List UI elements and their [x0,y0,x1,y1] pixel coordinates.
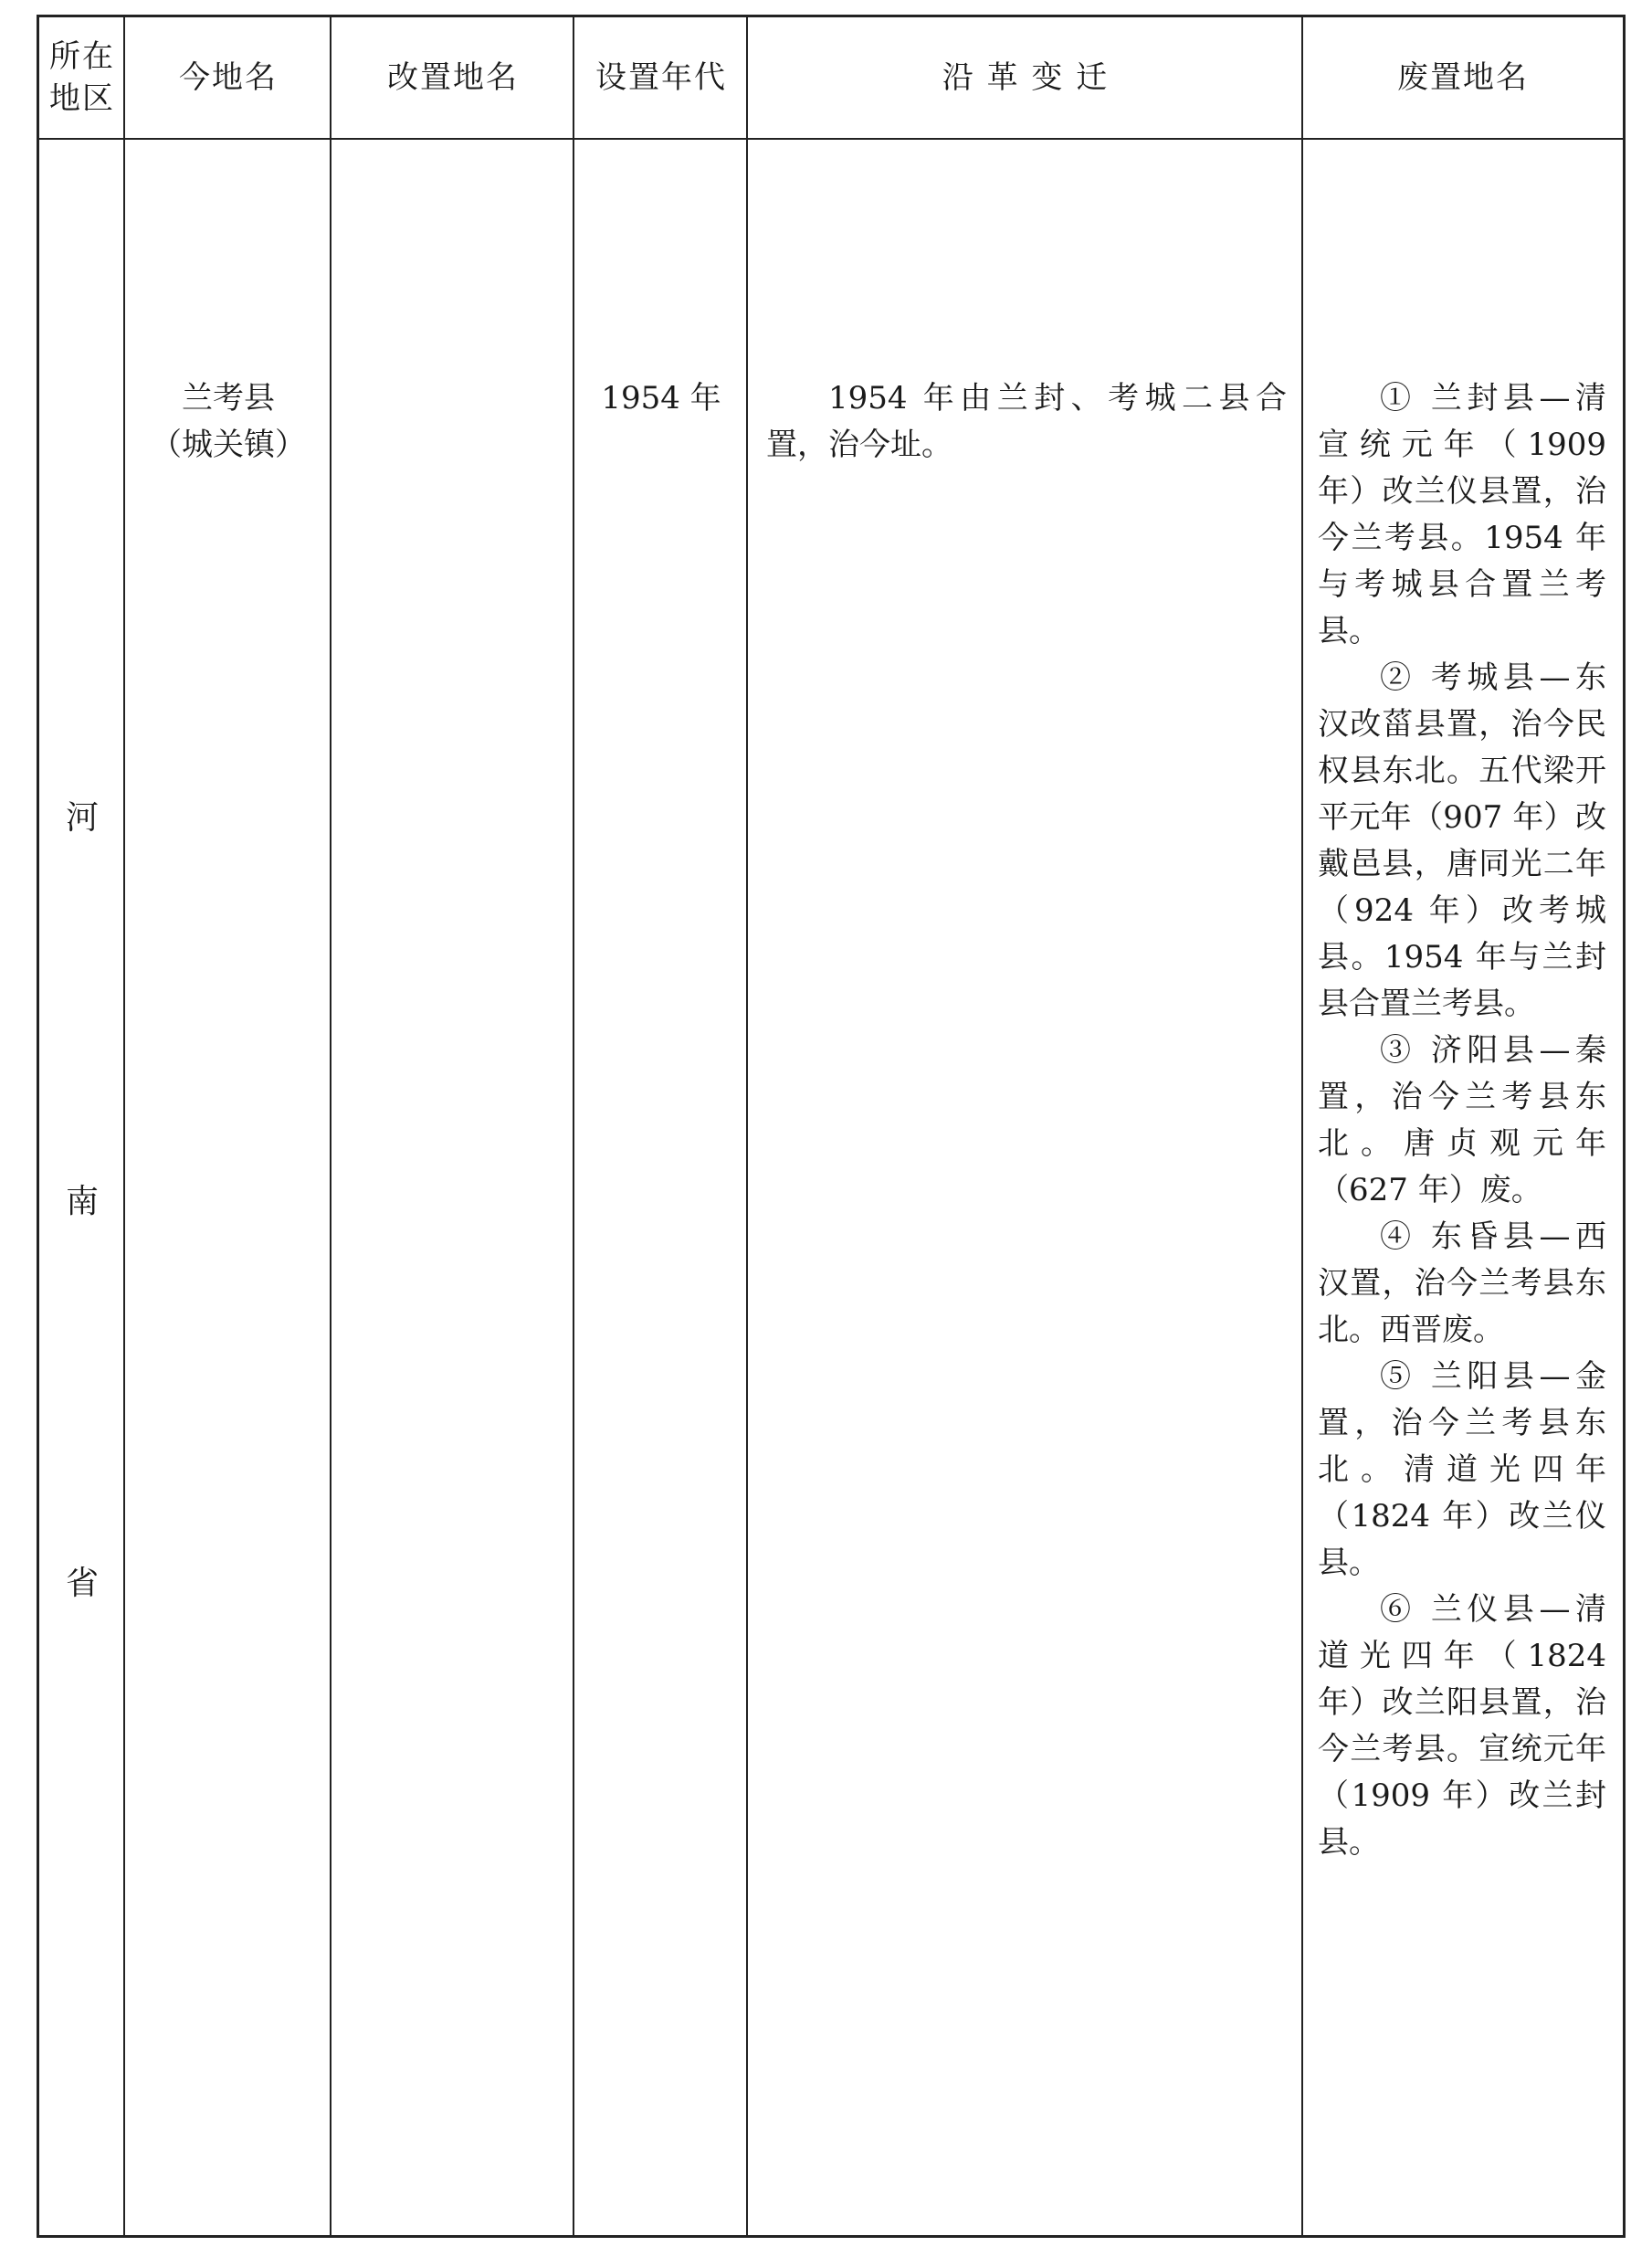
abolished-entry-3: ③ 济阳县—秦置，治今兰考县东北。唐贞观元年（627 年）废。 [1318,1032,1606,1208]
region-char-3: 省 [65,1565,99,1602]
header-year-set: 设置年代 [595,59,727,96]
year-set-cell: 1954 年 [601,380,721,417]
column-renamed [331,17,574,2235]
gazetteer-table [37,15,1626,2238]
current-name-note: （城关镇） [151,427,306,463]
column-history [748,17,1303,2235]
header-divider [39,138,1623,140]
history-cell [766,375,1287,469]
current-name: 兰考县 [182,380,275,417]
region-char-1: 河 [65,799,99,837]
history-text: 1954 年由兰封、考城二县合置，治今址。 [766,380,1287,463]
column-current-name [125,17,331,2235]
column-year-set [574,17,748,2235]
abolished-entry-5: ⑤ 兰阳县—金置，治今兰考县东北。清道光四年（1824 年）改兰仪县。 [1318,1358,1606,1581]
abolished-entry-6: ⑥ 兰仪县—清道光四年（1824 年）改兰阳县置，治今兰考县。宣统元年（1909 年）改兰封县。 [1318,1591,1606,1861]
header-history: 沿 革 变 迁 [942,59,1110,96]
current-name-cell [125,375,331,469]
column-region [39,17,125,2235]
abolished-entry-2: ② 考城县—东汉改菑县置，治今民权县东北。五代梁开平元年（907 年）改戴邑县，唐同光二年（924 年）改考城县。1954 年与兰封县合置兰考县。 [1318,659,1606,1022]
abolished-entry-1: ① 兰封县—清宣统元年（1909 年）改兰仪县置，治今兰考县。1954 年与考城县合置兰考县。 [1318,380,1606,649]
header-abolished: 废置地名 [1397,59,1529,96]
header-current-name: 今地名 [179,59,278,96]
header-renamed: 改置地名 [387,59,519,96]
region-char-2: 南 [65,1183,99,1220]
header-region: 所在 地区 [49,38,115,117]
abolished-cell [1318,375,1606,1866]
abolished-entry-4: ④ 东昏县—西汉置，治今兰考县东北。西晋废。 [1318,1218,1606,1348]
